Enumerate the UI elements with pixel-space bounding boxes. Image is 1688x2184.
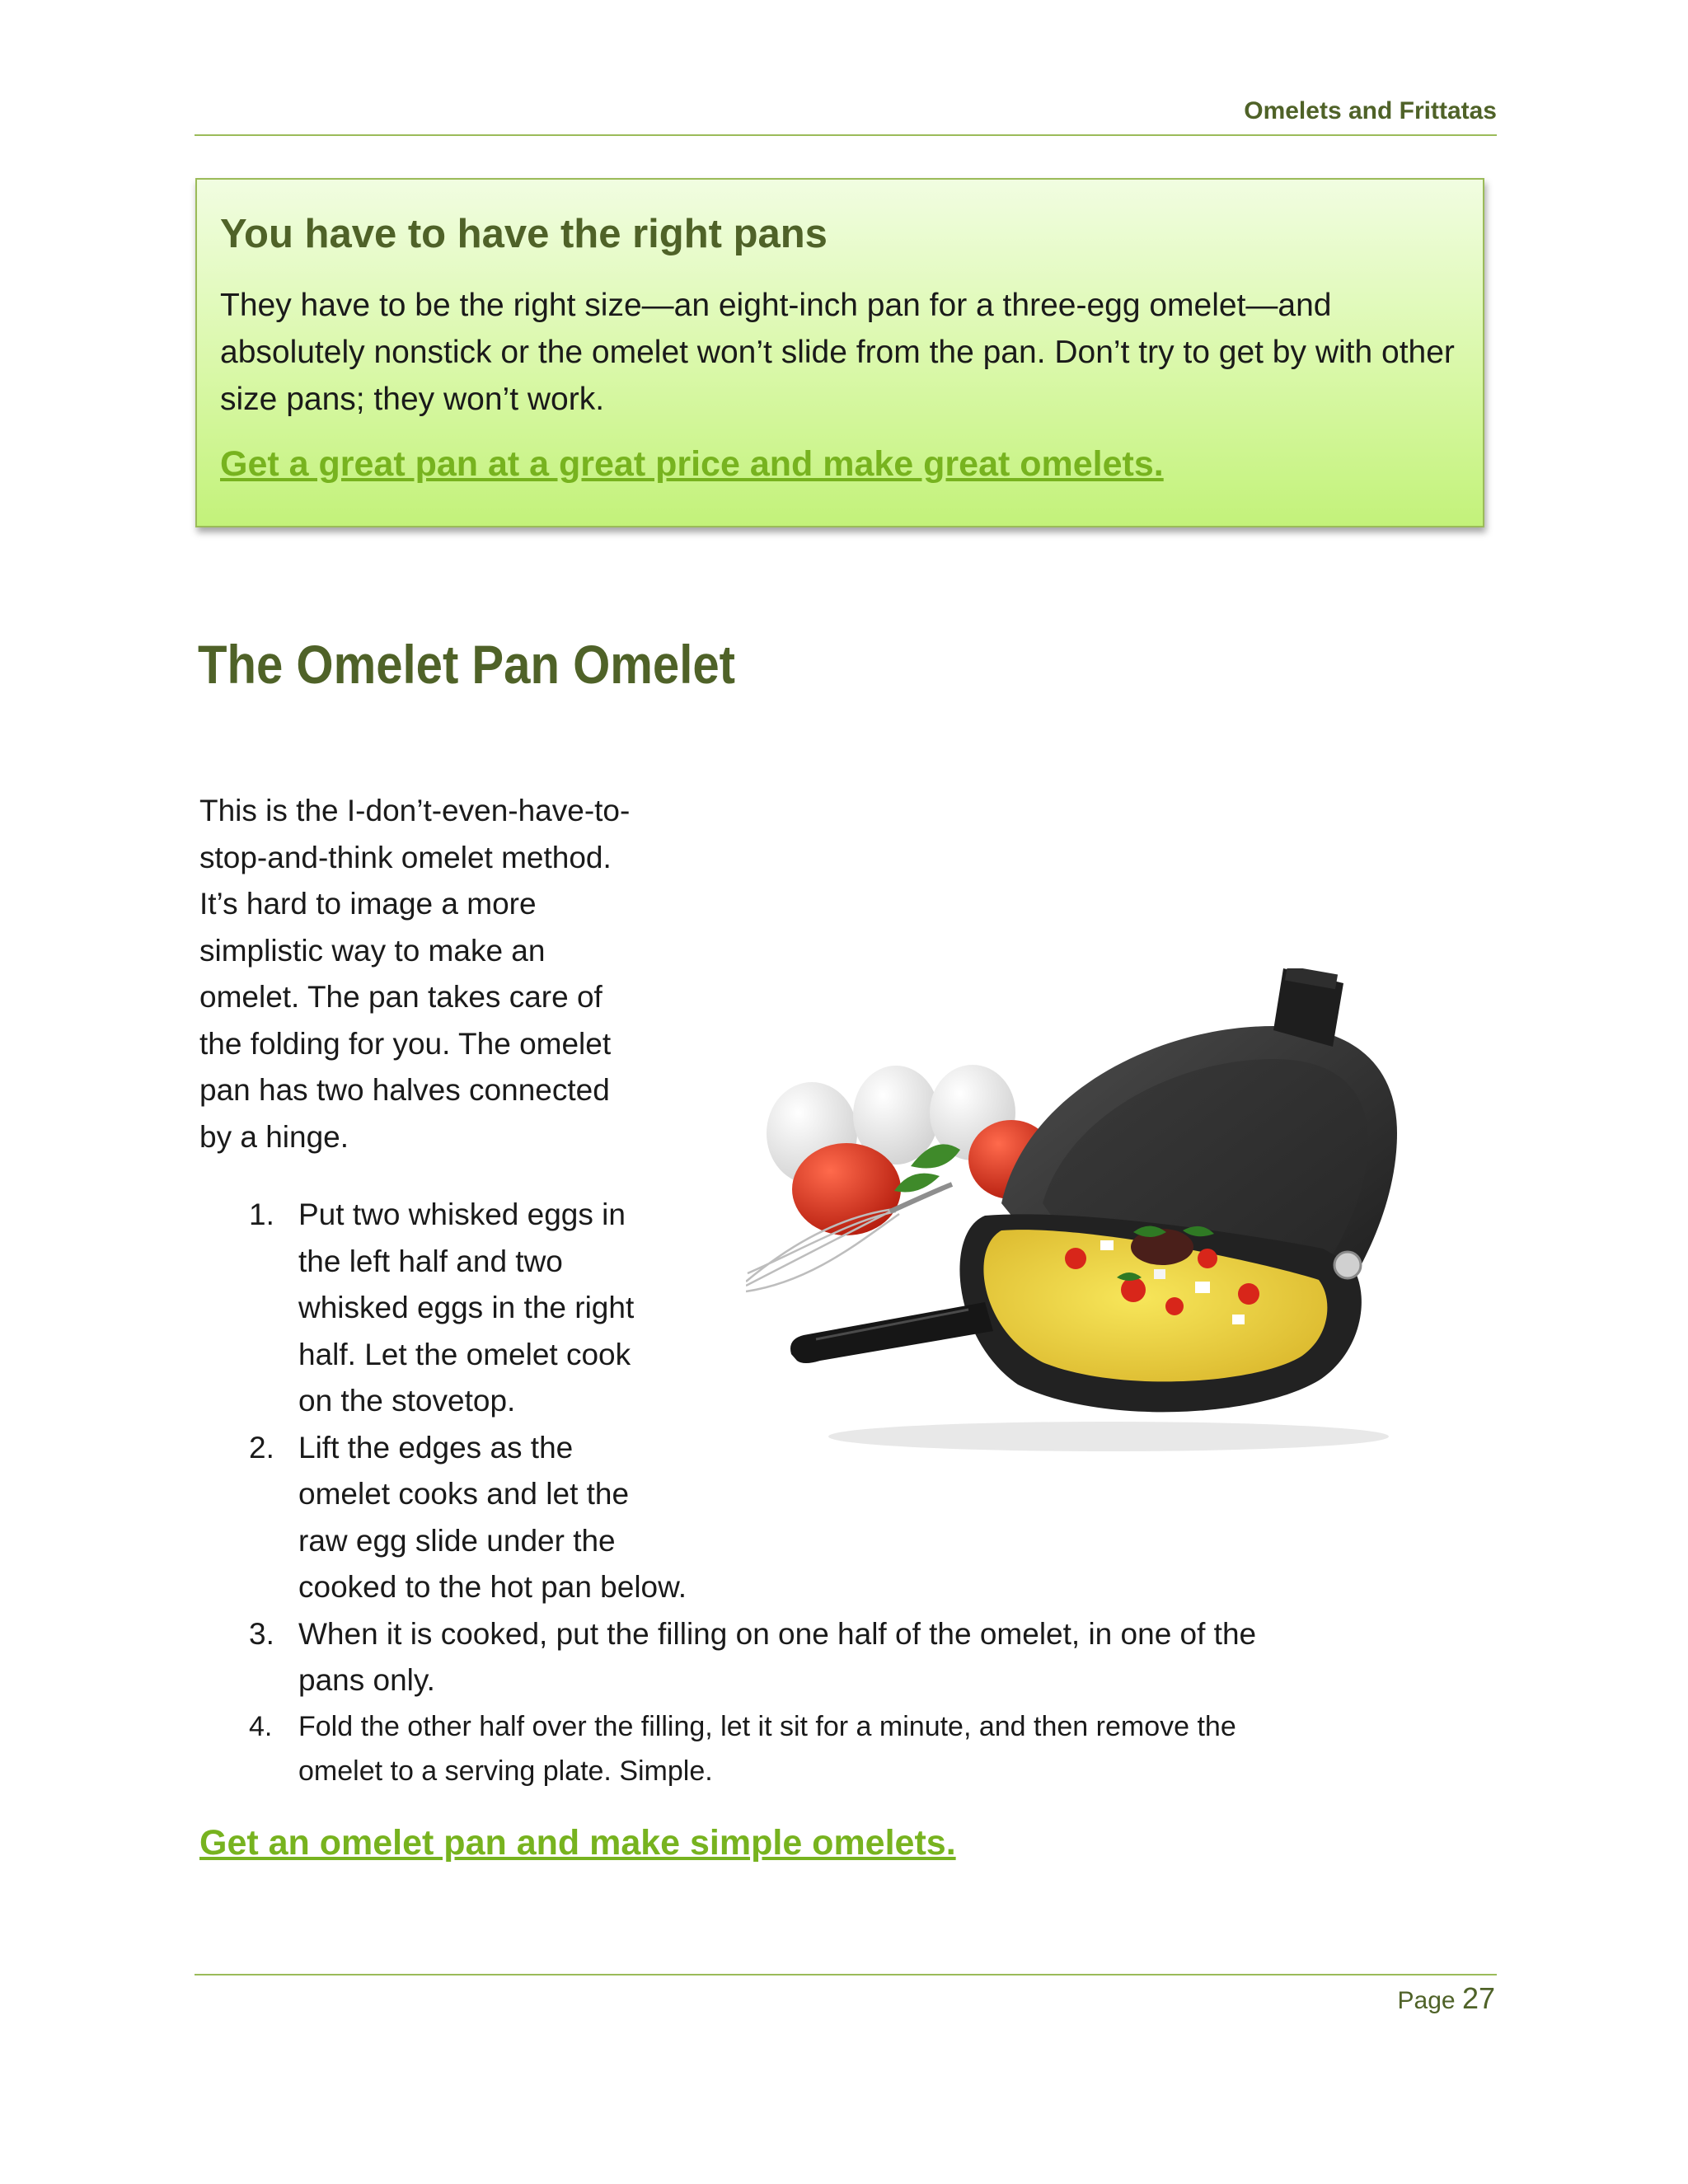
section-title: The Omelet Pan Omelet — [198, 634, 735, 695]
step-line: raw egg slide under the — [298, 1523, 616, 1558]
omelet-pan-link[interactable]: Get an omelet pan and make simple omelets. — [199, 1823, 956, 1863]
intro-line: omelet. The pan takes care of — [199, 980, 603, 1014]
step-line: omelet cooks and let the — [298, 1477, 630, 1511]
callout-body: They have to be the right size—an eight-inch pan for a three-egg omelet—and absolutely nonstick or the omelet won’t slide from the pan. Don’t try to get by with other size pans; they won’t work. — [220, 288, 1455, 417]
omelet-pan-photo — [746, 968, 1484, 1459]
pan-shadow — [828, 1422, 1389, 1451]
step-line: Put two whisked eggs in — [298, 1197, 626, 1231]
step-number: 4. — [249, 1710, 273, 1742]
buy-pan-link[interactable]: Get a great pan at a great price and make great omelets. — [220, 444, 1164, 484]
step-number: 2. — [249, 1430, 274, 1465]
running-header: Omelets and Frittatas — [1244, 97, 1497, 124]
step-item — [199, 1611, 1485, 1704]
tip-callout-box — [195, 178, 1484, 527]
step-line: Fold the other half over the filling, let it sit for a minute, and then remove the — [298, 1710, 1236, 1742]
page-footer — [195, 1981, 1495, 2016]
step-number: 3. — [249, 1616, 274, 1651]
intro-line: the folding for you. The omelet — [199, 1026, 612, 1061]
step-item — [199, 1192, 710, 1425]
page-number: 27 — [1461, 1981, 1495, 2015]
intro-line: stop-and-think omelet method. — [199, 840, 612, 874]
intro-line: pan has two halves connected — [199, 1073, 610, 1107]
callout-title: You have to have the right pans — [220, 212, 828, 256]
step-line: half. Let the omelet cook — [298, 1337, 631, 1371]
intro-line: by a hinge. — [199, 1119, 349, 1154]
step-line: cooked to the hot pan below. — [298, 1570, 687, 1604]
header-rule — [195, 134, 1497, 136]
step-line: omelet to a serving plate. Simple. — [298, 1755, 713, 1787]
step-item — [199, 1704, 1485, 1793]
step-line: When it is cooked, put the filling on one half of the omelet, in one of the — [298, 1616, 1257, 1651]
step-line: on the stovetop. — [298, 1384, 516, 1418]
intro-line: It’s hard to image a more — [199, 887, 537, 921]
step-line: whisked eggs in the right — [298, 1291, 635, 1324]
step-line: Lift the edges as the — [298, 1430, 574, 1465]
intro-line: simplistic way to make an — [199, 933, 546, 968]
step-number: 1. — [249, 1197, 274, 1231]
step-line: the left half and two — [298, 1244, 563, 1278]
intro-line: This is the I-don’t-even-have-to- — [199, 794, 631, 827]
page-label: Page — [1397, 1987, 1456, 2014]
hinge-icon — [1334, 1252, 1361, 1278]
footer-rule — [195, 1974, 1497, 1975]
intro-paragraph — [199, 788, 735, 1160]
step-line: pans only. — [298, 1663, 435, 1697]
